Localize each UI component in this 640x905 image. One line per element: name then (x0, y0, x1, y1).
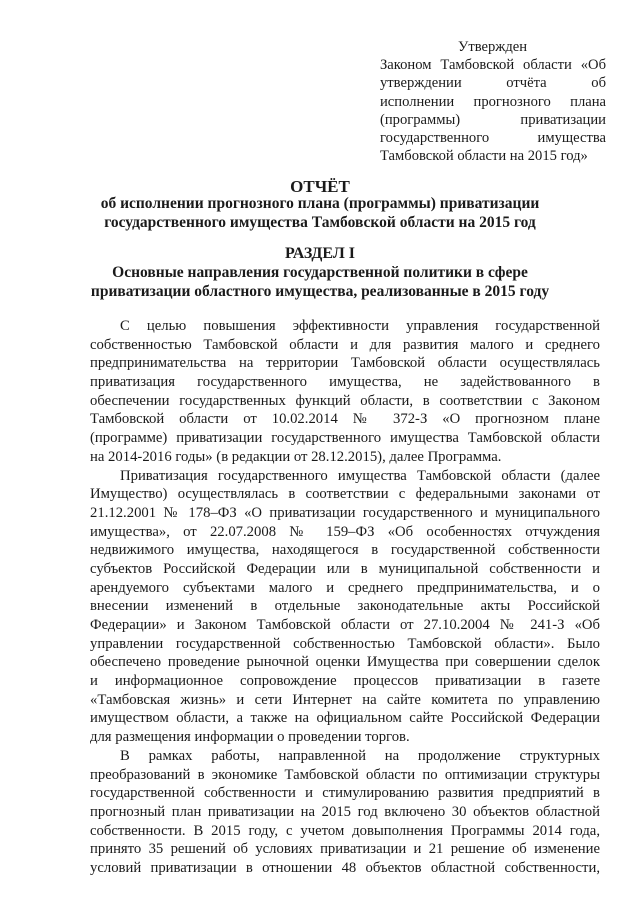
text-line: 21.12.2001 № 178–ФЗ «О приватизации государственного и муниципального (90, 504, 600, 521)
text-line: Тамбовской области от 10.02.2014 № 372-З «О прогнозном плане (90, 411, 600, 428)
text-line: имуществом области, а также на официальном сайте Российской Федерации (90, 710, 600, 727)
report-subtitle: об исполнении прогнозного плана (программы) приватизации (100, 195, 540, 212)
text-line: С целью повышения эффективности управления государственной (120, 318, 600, 334)
text-line: и информационное сопровождение процессов приватизации в газете (90, 673, 600, 690)
text-line: на 2014-2016 годы» (в редакции от 28.12.2015), далее Программа. (90, 448, 502, 465)
text-line: принято 35 решений об условиях приватизации и 21 решение об изменение (90, 841, 600, 858)
paragraph (90, 317, 600, 467)
text-line: субъектов Российской Федерации или в муниципальной собственности и (90, 560, 600, 577)
text-line: управлении государственной собственностью Тамбовской области». Было (90, 635, 600, 652)
text-line: «Тамбовская жизнь» и сети Интернет на сайте комитета по управлению (90, 691, 600, 708)
report-title: ОТЧЁТ (290, 177, 350, 196)
approval-line: Законом Тамбовской области «Об (380, 57, 606, 74)
paragraph (90, 747, 600, 878)
approval-line: Утвержден (458, 39, 528, 55)
body-text (90, 317, 600, 878)
text-line: Федерации» и Законом Тамбовской области от 27.10.2004 № 241-З «Об (90, 617, 600, 633)
text-line: внесении изменений в отдельные законодательные акты Российской (90, 598, 600, 615)
approval-line: Тамбовской области на 2015 год» (380, 148, 588, 165)
text-line: арендуемого субъектами малого и среднего предпринимательства, и о (90, 579, 600, 596)
approval-line: государственного имущества (380, 130, 606, 147)
report-subtitle: государственного имущества Тамбовской области на 2015 год (104, 214, 536, 231)
section-title: приватизации областного имущества, реализованные в 2015 году (90, 283, 550, 300)
paragraph (90, 467, 600, 747)
section-title: Основные направления государственной политики в сфере (112, 264, 528, 281)
approval-block (380, 38, 606, 165)
text-line: преобразований в экономике Тамбовской области по оптимизации структуры (90, 766, 600, 783)
text-line: собственности. В 2015 году, с учетом довыполнения Программы 2014 года, (90, 822, 600, 839)
text-line: имущества», от 22.07.2008 № 159–ФЗ «Об особенностях отчуждения (90, 523, 600, 540)
text-line: (программе) приватизации государственного имущества Тамбовской области (90, 430, 600, 447)
text-line: для размещения информации о проведении торгов. (90, 729, 410, 746)
text-line: прогнозный план приватизации на 2015 год включено 30 объектов областной (90, 803, 600, 820)
text-line: недвижимого имущества, находящегося в государственной собственности (90, 542, 600, 559)
approval-line: (программы) приватизации (380, 111, 606, 128)
text-line: предпринимательства на территории Тамбовской области осуществлялась (90, 355, 600, 372)
text-line: условий приватизации в отношении 48 объектов областной собственности, (90, 859, 600, 876)
text-line: обеспечено проведение рыночной оценки Имущества при совершении сделок (90, 654, 600, 671)
approval-line: исполнении прогнозного плана (380, 93, 606, 110)
text-line: собственностью Тамбовской области и для развития малого и среднего (90, 336, 600, 353)
text-line: Имущество) осуществлялась в соответствии с федеральными законами от (90, 486, 600, 503)
text-line: обеспечении государственных функций области, в соответствии с Законом (90, 392, 600, 409)
text-line: В рамках работы, направленной на продолжение структурных (120, 747, 600, 764)
text-line: государственной собственности и стимулированию развития предприятий в (90, 785, 600, 802)
text-line: приватизация государственного имущества, не задействованного в (90, 374, 600, 391)
section-heading: РАЗДЕЛ I (285, 245, 355, 262)
approval-line: утверждении отчёта об (380, 75, 606, 92)
text-line: Приватизация государственного имущества Тамбовской области (далее (120, 467, 600, 484)
